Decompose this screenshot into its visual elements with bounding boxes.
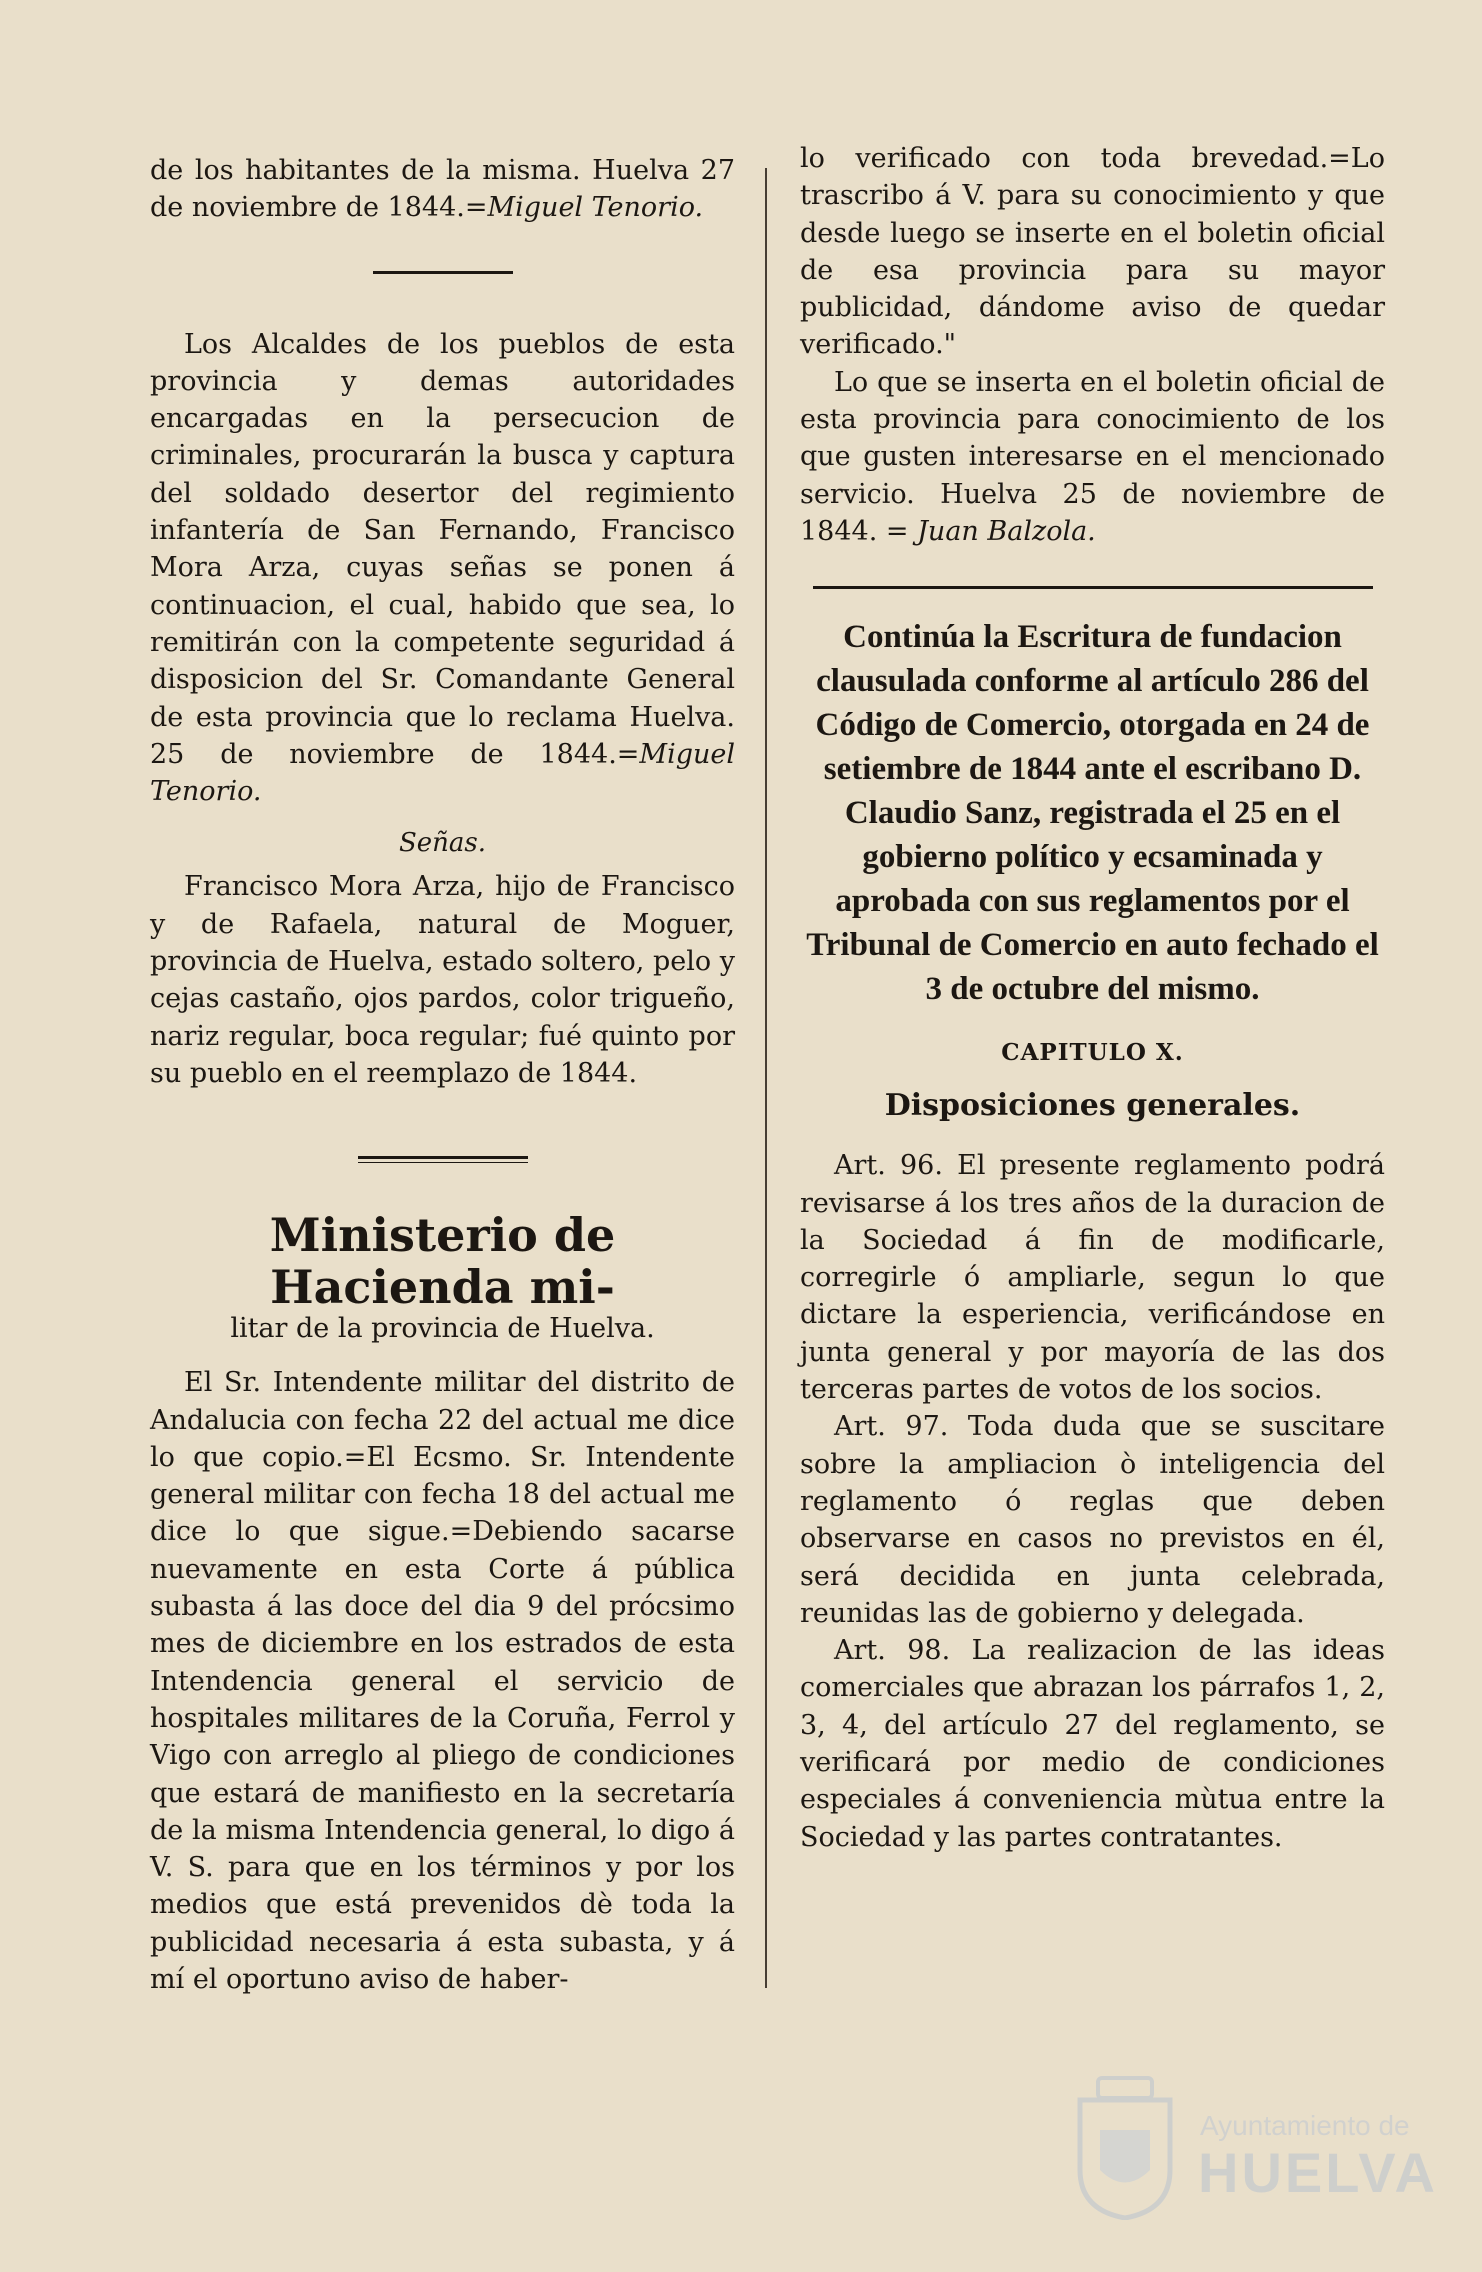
section-title: Disposiciones generales.: [884, 1088, 1301, 1124]
ministry-paragraph: El Sr. Intendente militar del distrito de Andalucia con fecha 22 del actual me dice lo que copio.=El Ecsmo. Sr. Intendente general militar con fecha 18 del actual me dice lo que sigue.=Debiendo sacarse nuevamente en esta Corte á pública subasta á las doce del dia 9 del prócsimo mes de diciembre en los estrados de esta Intendencia general el servicio de hospitales militares de la Coruña, Ferrol y Vigo con arreglo al pliego de condiciones que estará de manifiesto en la secretaría de la misma Intendencia general, lo digo á V. S. para que en los términos y por los medios que está prevenidos dè toda la publicidad necesaria á esta subasta, y á mí el oportuno aviso de haber-: [150, 1367, 735, 1995]
chapter-heading: CAPITULO X.: [1001, 1039, 1184, 1067]
opening-signature: Miguel Tenorio.: [487, 192, 704, 224]
huelva-watermark: [1070, 2070, 1438, 2250]
continuation-paragraph: lo verificado con toda brevedad.=Lo trascribo á V. para su conocimiento y que desde luego se inserte en el boletin oficial de esa provincia para su mayor publicidad, dándome aviso de quedar verificado.": [800, 143, 1385, 361]
left-column: [150, 140, 735, 1998]
section-divider-double: [358, 1156, 528, 1159]
watermark-line2: HUELVA: [1198, 2141, 1438, 2204]
alcaldes-notice-text: Los Alcaldes de los pueblos de esta provincia y demas autoridades encargadas en la persecucion de criminales, procurarán la busca y captura del soldado desertor del regimiento infantería de San Fernando, Francisco Mora Arza, cuyas señas se ponen á continuacion, el cual, habido que sea, lo remitirán con la competente seguridad á disposicion del Sr. Comandante General de esta provincia que lo reclama Huelva. 25 de noviembre de 1844.=: [150, 328, 735, 770]
article-96: Art. 96. El presente reglamento podrá revisarse á los tres años de la duracion de la Sociedad á fin de modificarle, corregirle ó ampliarle, segun lo que dictare la esperiencia, verificándose en junta general y por mayoría de las dos terceras partes de votos de los socios.: [800, 1150, 1385, 1406]
ministry-subtitle: litar de la provincia de Huelva.: [230, 1313, 655, 1345]
alcaldes-notice: [150, 326, 735, 811]
watermark-line1: Ayuntamiento de: [1200, 2110, 1410, 2141]
alcaldes-signature: Miguel Tenorio.: [150, 738, 735, 808]
section-divider: [373, 271, 513, 274]
opening-fragment-text: de los habitantes de la misma. Huelva 27 de noviembre de 1844.=: [150, 155, 735, 224]
inserta-text: Lo que se inserta en el boletin oficial de esta provincia para conocimiento de los que gusten interesarse en el mencionado servicio. Huelva 25 de noviembre de 1844. =: [800, 366, 1385, 547]
inserta-signature: Juan Balzola.: [917, 515, 1096, 547]
section-divider-double-lower: [358, 1162, 528, 1163]
continua-heading: Continúa la Escritura de fundacion clausulada conforme al artículo 286 del Código de Comercio, otorgada en 24 de setiembre de 1844 ante el escribano D. Claudio Sanz, registrada el 25 en el gobierno político y ecsaminada y aprobada con sus reglamentos por el Tribunal de Comercio en auto fechado el 3 de octubre del mismo.: [806, 619, 1379, 1008]
opening-fragment: [150, 152, 735, 227]
right-column: [800, 140, 1385, 1856]
inserta-paragraph: [800, 364, 1385, 550]
article-97: Art. 97. Toda duda que se suscitare sobre la ampliacion ò inteligencia del reglamento ó reglas que deben observarse en casos no previstos en él, será decidida en junta celebrada, reunidas las de gobierno y delegada.: [800, 1411, 1385, 1629]
ministry-title-line1: Ministerio de Hacienda mi-: [269, 1208, 616, 1315]
column-divider: [765, 168, 767, 1988]
senas-title: Señas.: [398, 828, 487, 859]
article-98: Art. 98. La realizacion de las ideas comerciales que abrazan los párrafos 1, 2, 3, 4, del artículo 27 del reglamento, se verificará por medio de condiciones especiales á conveniencia mùtua entre la Sociedad y las partes contratantes.: [800, 1635, 1385, 1853]
section-divider-long: [813, 586, 1373, 589]
coat-of-arms-icon: [1070, 2070, 1180, 2220]
ministry-title: [150, 1209, 735, 1313]
senas-paragraph: Francisco Mora Arza, hijo de Francisco y de Rafaela, natural de Moguer, provincia de Huelva, estado soltero, pelo y cejas castaño, ojos pardos, color trigueño, nariz regular, boca regular; fué quinto por su pueblo en el reemplazo de 1844.: [150, 871, 735, 1089]
